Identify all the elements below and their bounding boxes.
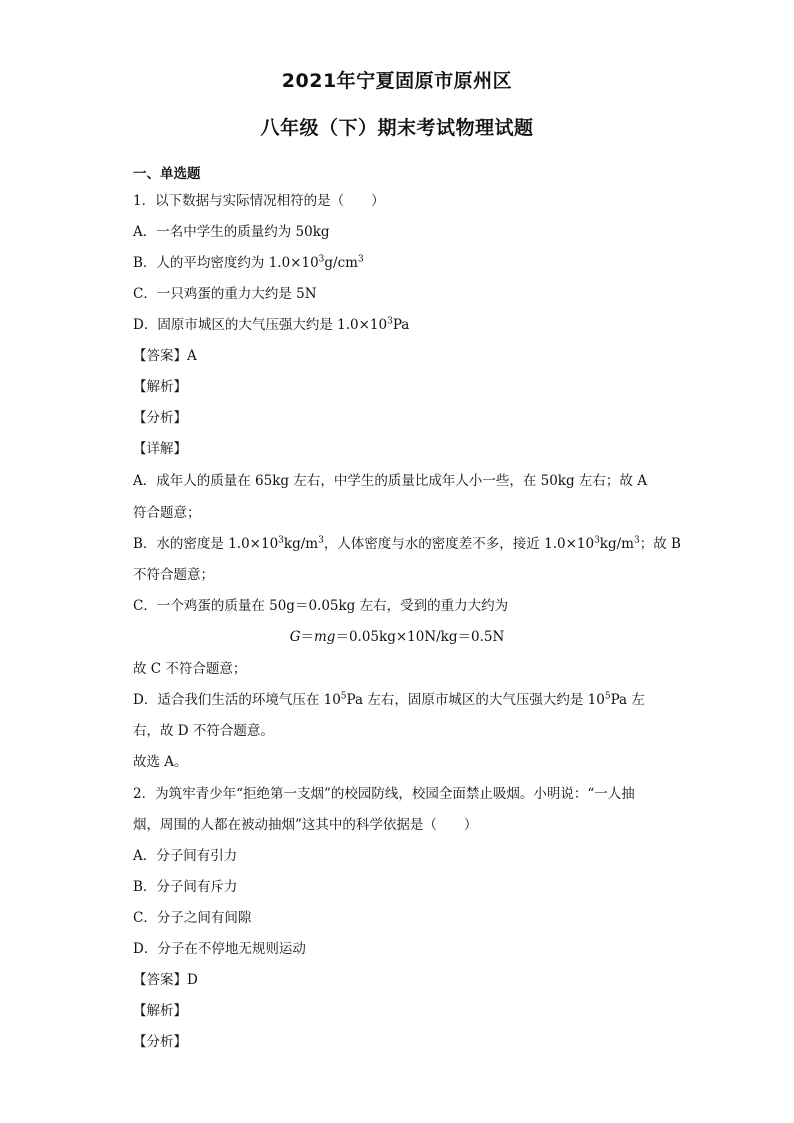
q1-option-b — [133, 254, 364, 272]
q2-stem-line2: 烟，周围的人都在被动抽烟”这其中的科学依据是（ ） — [133, 817, 478, 833]
q1-explain-d-line2: 右，故 D 不符合题意。 — [133, 723, 274, 739]
q1-explain-c-line2: 故 C 不符合题意； — [133, 661, 247, 677]
formula-rest: ＝0.05kg×10N/kg＝0.5N — [335, 629, 505, 645]
q1-explain-d-exp1: 5 — [340, 691, 347, 702]
document-title-line2: 八年级（下）期末考试物理试题 — [260, 117, 534, 139]
q2-answer: 【答案】D — [133, 972, 198, 988]
q1-explain-b-part3: ，人体密度与水的密度差不多，接近 1.0×10 — [323, 536, 595, 552]
q2-option-a: A．分子间有引力 — [133, 848, 238, 864]
q1-explain-d-exp2: 5 — [604, 691, 611, 702]
document-title-line1: 2021年宁夏固原市原州区 — [281, 70, 513, 92]
q1-explain-b-part1: B．水的密度是 1.0×10 — [133, 536, 279, 552]
q1-option-d-exp: 3 — [387, 316, 393, 327]
q1-option-d-text: D．固原市城区的大气压强大约是 1.0×10 — [133, 317, 388, 333]
q1-option-b-text: B．人的平均密度约为 1.0×10 — [133, 255, 319, 271]
q1-explain-a-line1: A．成年人的质量在 65kg 左右，中学生的质量比成年人小一些，在 50kg 左右；故 A — [133, 473, 647, 489]
q1-explain-b-exp4: 3 — [633, 535, 640, 546]
q2-option-b: B．分子间有斥力 — [133, 879, 238, 895]
q1-explain-b-exp2: 3 — [318, 535, 324, 546]
formula-equals: ＝ — [300, 629, 314, 645]
q1-fenxi-label: 【分析】 — [133, 410, 187, 426]
q1-explain-d-part2: Pa 左右，固原市城区的大气压强大约是 10 — [346, 692, 605, 708]
q1-option-a: A．一名中学生的质量约为 50kg — [133, 224, 330, 240]
q1-conclusion: 故选 A。 — [133, 754, 188, 770]
q1-option-b-unit-exp: 3 — [357, 254, 364, 265]
q1-explain-a-line2: 符合题意； — [133, 505, 201, 521]
q1-option-b-unit: g/cm — [324, 255, 358, 271]
q1-stem: 1．以下数据与实际情况相符的是（ ） — [133, 193, 385, 209]
q2-stem-line1: 2．为筑牢青少年“拒绝第一支烟”的校园防线，校园全面禁止吸烟。小明说：“一人抽 — [133, 786, 635, 802]
q1-explain-b-line1 — [133, 535, 681, 553]
q2-option-c: C．分子之间有间隙 — [133, 910, 252, 926]
q1-formula — [0, 628, 794, 646]
q1-explain-b-exp1: 3 — [278, 535, 284, 546]
q1-option-c: C．一只鸡蛋的重力大约是 5N — [133, 286, 317, 302]
q1-option-d — [133, 316, 409, 334]
q1-analysis-label: 【解析】 — [133, 379, 187, 395]
formula-mg: mg — [314, 629, 336, 645]
q2-fenxi-label: 【分析】 — [133, 1034, 187, 1050]
q1-explain-b-exp3: 3 — [594, 535, 600, 546]
formula-g: G — [289, 629, 301, 645]
q2-option-d: D．分子在不停地无规则运动 — [133, 941, 306, 957]
q1-answer: 【答案】A — [133, 348, 197, 364]
q1-explain-b-part5: ；故 B — [639, 536, 681, 552]
q1-explain-d-line1 — [133, 691, 645, 709]
q1-option-b-exp: 3 — [318, 254, 325, 265]
q1-explain-b-part4: kg/m — [599, 536, 634, 552]
q1-explain-b-part2: kg/m — [283, 536, 319, 552]
q1-explain-b-line2: 不符合题意； — [133, 567, 214, 583]
q1-detail-label: 【详解】 — [133, 441, 187, 457]
q1-explain-c-line1: C．一个鸡蛋的质量在 50g＝0.05kg 左右，受到的重力大约为 — [133, 598, 509, 614]
q1-explain-d-part1: D．适合我们生活的环境气压在 10 — [133, 692, 341, 708]
section-heading: 一、单选题 — [133, 166, 201, 182]
q1-option-d-unit: Pa — [392, 317, 410, 333]
q2-analysis-label: 【解析】 — [133, 1003, 187, 1019]
q1-explain-d-part3: Pa 左 — [610, 692, 645, 708]
